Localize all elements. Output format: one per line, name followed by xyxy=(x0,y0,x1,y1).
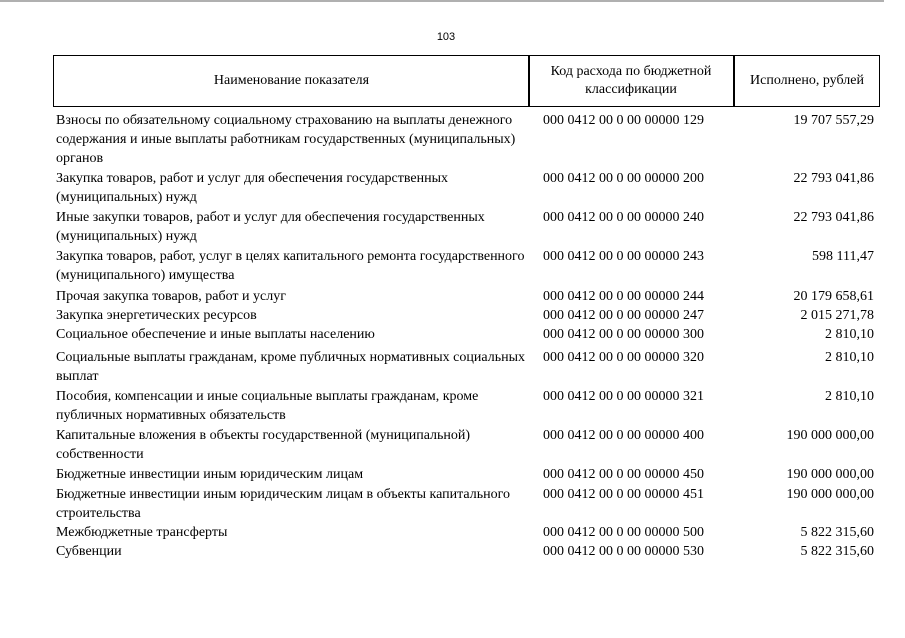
row-amount: 190 000 000,00 xyxy=(786,467,874,482)
row-code: 000 0412 00 0 00 00000 320 xyxy=(543,350,704,365)
row-name: Капитальные вложения в объекты государственной (муниципальной) собственности xyxy=(56,428,471,462)
row-amount: 598 111,47 xyxy=(812,249,874,264)
row-code: 000 0412 00 0 00 00000 300 xyxy=(543,327,704,342)
row-code: 000 0412 00 0 00 00000 530 xyxy=(543,544,704,559)
column-header-name: Наименование показателя xyxy=(213,73,370,88)
row-name: Социальные выплаты гражданам, кроме публичных нормативных социальных выплат xyxy=(56,350,525,384)
row-name: Иные закупки товаров, работ и услуг для обеспечения государственных (муниципальных) нужд xyxy=(56,210,485,244)
row-code: 000 0412 00 0 00 00000 240 xyxy=(543,210,704,225)
row-name: Пособия, компенсации и иные социальные выплаты гражданам, кроме публичных нормативных обязательств xyxy=(56,389,479,423)
row-amount: 20 179 658,61 xyxy=(793,289,874,304)
row-name: Закупка товаров, работ и услуг для обеспечения государственных (муниципальных) нужд xyxy=(56,171,449,205)
row-amount: 22 793 041,86 xyxy=(793,171,874,186)
row-name: Субвенции xyxy=(56,544,122,559)
row-amount: 190 000 000,00 xyxy=(786,487,874,502)
row-name: Межбюджетные трансферты xyxy=(56,525,228,540)
row-name: Взносы по обязательному социальному страхованию на выплаты денежного содержания и иные выплаты работникам государственных (муниципальных) органов xyxy=(56,113,516,166)
row-amount: 22 793 041,86 xyxy=(793,210,874,225)
page-number: 103 xyxy=(436,31,456,43)
row-code: 000 0412 00 0 00 00000 243 xyxy=(543,249,704,264)
row-code: 000 0412 00 0 00 00000 244 xyxy=(543,289,704,304)
row-code: 000 0412 00 0 00 00000 200 xyxy=(543,171,704,186)
row-amount: 2 810,10 xyxy=(825,389,874,404)
row-code: 000 0412 00 0 00 00000 129 xyxy=(543,113,704,128)
row-amount: 190 000 000,00 xyxy=(786,428,874,443)
row-name: Бюджетные инвестиции иным юридическим лицам xyxy=(56,467,364,482)
row-code: 000 0412 00 0 00 00000 500 xyxy=(543,525,704,540)
row-name: Социальное обеспечение и иные выплаты населению xyxy=(56,327,375,342)
row-code: 000 0412 00 0 00 00000 400 xyxy=(543,428,704,443)
row-name: Прочая закупка товаров, работ и услуг xyxy=(56,289,286,304)
row-code: 000 0412 00 0 00 00000 247 xyxy=(543,308,704,323)
header-divider xyxy=(733,55,735,107)
row-amount: 5 822 315,60 xyxy=(800,525,874,540)
row-code: 000 0412 00 0 00 00000 321 xyxy=(543,389,704,404)
row-amount: 2 810,10 xyxy=(825,327,874,342)
row-amount: 2 015 271,78 xyxy=(800,308,874,323)
column-header-executed: Исполнено, рублей xyxy=(750,73,864,88)
row-code: 000 0412 00 0 00 00000 450 xyxy=(543,467,704,482)
page-top-edge xyxy=(0,0,884,2)
row-code: 000 0412 00 0 00 00000 451 xyxy=(543,487,704,502)
row-name: Закупка товаров, работ, услуг в целях капитального ремонта государственного (муниципального) имущества xyxy=(56,249,525,283)
header-divider xyxy=(528,55,530,107)
row-amount: 5 822 315,60 xyxy=(800,544,874,559)
row-amount: 19 707 557,29 xyxy=(793,113,874,128)
row-name: Бюджетные инвестиции иным юридическим лицам в объекты капитального строительства xyxy=(56,487,511,521)
row-amount: 2 810,10 xyxy=(825,350,874,365)
column-header-code: Код расхода по бюджетной классификации xyxy=(550,64,712,97)
row-name: Закупка энергетических ресурсов xyxy=(56,308,257,323)
